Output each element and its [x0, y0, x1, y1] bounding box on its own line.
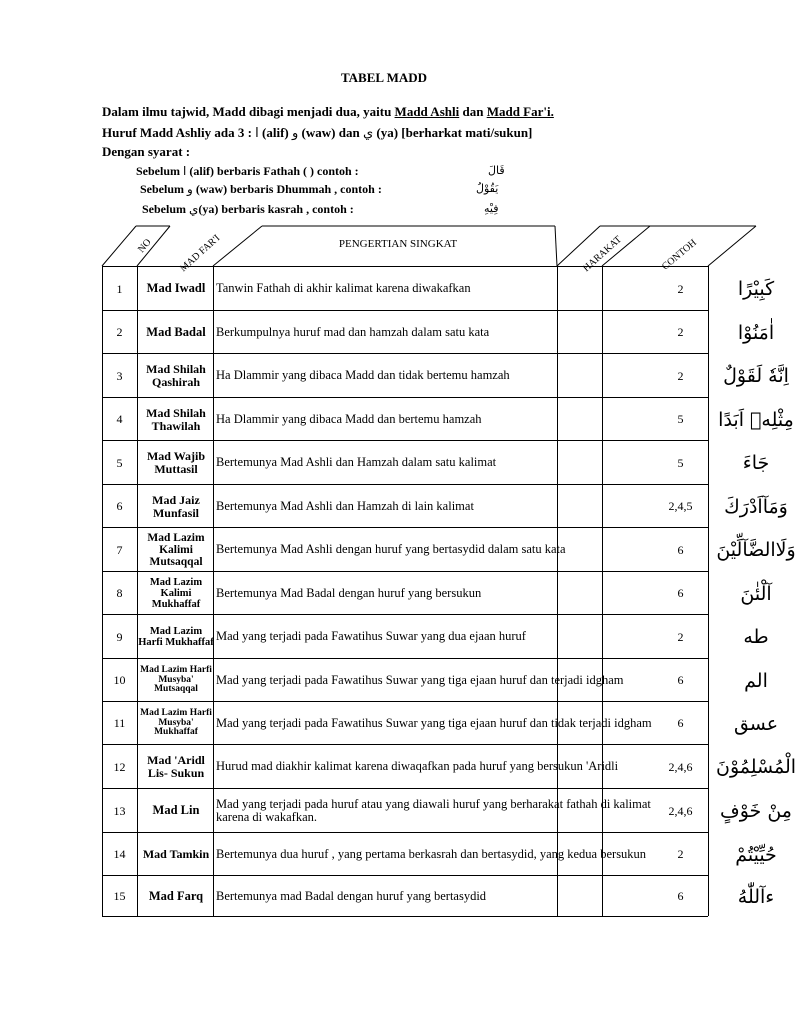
definition: Ha Dlammir yang dibaca Madd dan tidak bertemu hamzah — [216, 368, 510, 383]
waw-letter: و — [292, 126, 299, 141]
table-row — [102, 484, 788, 528]
table-border-right — [708, 266, 709, 916]
row-number: 2 — [116, 325, 123, 339]
definition: Ha Dlammir yang dibaca Madd dan bertemu hamzah — [216, 411, 482, 426]
table-border-bottom — [102, 916, 708, 917]
intro-text: dan — [459, 104, 487, 119]
row-number: 4 — [116, 412, 123, 426]
mad-name: Mad Lazim Harfi Musyba' Mutsaqqal — [140, 664, 212, 695]
condition-example: يَقُوْلُ — [476, 182, 499, 195]
mad-name: Mad Shilah Qashirah — [146, 362, 206, 389]
page-title: TABEL MADD — [340, 70, 428, 85]
table-row — [102, 658, 768, 702]
header-pengertian: PENGERTIAN SINGKAT — [338, 238, 458, 250]
mad-name: Mad Lazim Harfi Musyba' Mukhaffaf — [140, 707, 212, 738]
table-row — [102, 527, 796, 572]
row-number: 15 — [113, 889, 126, 903]
alif-letter: ا — [255, 126, 259, 141]
harakat-count: 6 — [677, 673, 684, 687]
arabic-example: مِثْلِهٖ اَبَدًا — [718, 408, 794, 431]
row-number: 7 — [116, 542, 123, 557]
arabic-example: الْمُسْلِمُوْنَ — [715, 756, 797, 778]
condition-alif — [136, 164, 359, 179]
harakat-count: 6 — [677, 586, 684, 600]
mad-name: Mad Lazim Harfi Mukhaffaf — [138, 625, 214, 648]
harakat-count: 2,4,5 — [668, 499, 693, 513]
table-row — [102, 875, 775, 917]
row-number: 14 — [113, 847, 126, 861]
arabic-example: حُيِّيْتُمْ — [735, 843, 777, 866]
definition: Bertemunya Mad Badal dengan huruf yang bersukun — [216, 585, 482, 600]
madd-ashli-term: Madd Ashli — [394, 104, 460, 119]
table-row — [102, 614, 769, 659]
harakat-count: 5 — [677, 412, 684, 426]
definition: Berkumpulnya huruf mad dan hamzah dalam satu kata — [216, 324, 490, 339]
arabic-example: عسق — [733, 712, 779, 735]
condition-letter: و — [187, 182, 193, 196]
definition: Bertemunya Mad Ashli dan Hamzah di lain kalimat — [216, 498, 474, 513]
harakat-count: 6 — [677, 716, 684, 730]
condition-ya — [142, 202, 354, 217]
column-divider — [602, 266, 603, 916]
condition-text: (alif) berbaris Fathah ( ) contoh : — [186, 164, 359, 178]
harakat-count: 2 — [677, 281, 684, 296]
condition-text: (ya) berbaris kasrah , contoh : — [198, 202, 354, 216]
mad-name: Mad Lin — [152, 803, 200, 818]
header-harakat: HARAKAT — [581, 234, 624, 275]
condition-text: Sebelum — [140, 182, 188, 196]
arabic-example: اٰمَنُوْا — [737, 321, 775, 344]
header-no: NO — [136, 236, 154, 256]
table-row — [102, 266, 775, 311]
row-number: 13 — [113, 803, 126, 818]
definition: Bertemunya Mad Ashli dengan huruf yang bertasydid dalam satu kata — [216, 542, 566, 557]
definition: Hurud mad diakhir kalimat karena diwaqafkan pada huruf yang bersukun 'Aridli — [216, 759, 619, 774]
harakat-count: 5 — [677, 455, 684, 470]
mad-name: Mad Shilah Thawilah — [146, 405, 206, 433]
table-row — [102, 397, 794, 441]
harakat-count: 2 — [677, 325, 684, 339]
table-row — [102, 571, 772, 615]
mad-name: Mad Iwadl — [146, 281, 206, 296]
mad-name: Mad Tamkin — [142, 847, 210, 862]
harakat-count: 2 — [677, 368, 684, 383]
arabic-example: مِنْ خَوْفٍ — [720, 800, 792, 822]
madd-fari-term: Madd Far'i. — [486, 104, 554, 119]
mad-name: Mad Farq — [148, 888, 204, 903]
harakat-count: 6 — [677, 542, 684, 557]
row-number: 10 — [113, 673, 126, 687]
intro-text: (waw) dan — [298, 125, 363, 140]
arabic-example: طه — [743, 626, 769, 648]
arabic-example: وَمَآاَدْرَكَ — [724, 495, 788, 518]
mad-name: Mad Jaiz Munfasil — [152, 492, 200, 520]
intro-text: Huruf Madd Ashliy ada 3 : — [102, 125, 256, 140]
mad-name: Mad Lazim Kalimi Mutsaqqal — [147, 531, 205, 569]
table-row — [102, 788, 792, 833]
harakat-count: 2 — [677, 629, 684, 644]
intro-line-2 — [102, 125, 532, 141]
row-number: 1 — [116, 281, 123, 296]
condition-text: (waw) berbaris Dhummah , contoh : — [192, 182, 382, 196]
intro-line-1 — [102, 104, 554, 120]
condition-waw — [140, 182, 382, 197]
mad-name: Mad Wajib Muttasil — [146, 449, 206, 476]
column-divider — [137, 266, 138, 916]
condition-text: Sebelum — [136, 164, 184, 178]
ya-letter: ي — [362, 126, 374, 141]
arabic-example: ءآللّٰهُ — [737, 885, 775, 908]
arabic-example: الم — [744, 669, 768, 692]
table-row — [102, 440, 770, 485]
arabic-example: كَبِيْرًا — [737, 278, 775, 300]
column-divider — [557, 266, 558, 916]
row-number: 11 — [113, 716, 126, 730]
definition: Mad yang terjadi pada Fawatihus Suwar yang tiga ejaan huruf dan terjadi idgham — [216, 672, 624, 687]
row-number: 9 — [116, 629, 123, 644]
table-border-left — [102, 266, 103, 916]
condition-example: فِيْهِ — [484, 202, 499, 215]
intro-line-3: Dengan syarat : — [102, 144, 191, 159]
header-mad-fari: MAD FAR'I — [178, 232, 223, 275]
intro-text: (ya) [berharkat mati/sukun] — [373, 125, 533, 140]
definition: Mad yang terjadi pada huruf atau yang diawali huruf yang berharakat fathah di kalimat karena di wakafkan. — [216, 796, 651, 824]
definition: Bertemunya Mad Ashli dan Hamzah dalam satu kalimat — [216, 455, 497, 470]
arabic-example: وَلَاالضَّآلِّيْنَ — [716, 539, 796, 561]
header-contoh: CONTOH — [660, 237, 699, 273]
arabic-example: آلْئٰنَ — [740, 582, 772, 605]
harakat-count: 2,4,6 — [668, 759, 693, 774]
condition-letter: ي — [189, 202, 199, 216]
condition-letter: ا — [183, 164, 187, 178]
column-divider — [213, 266, 214, 916]
table-row — [102, 832, 777, 876]
mad-name: Mad Badal — [146, 324, 206, 339]
definition: Tanwin Fathah di akhir kalimat karena diwakafkan — [216, 281, 471, 296]
definition: Bertemunya dua huruf , yang pertama berkasrah dan bertasydid, yang kedua bersukun — [216, 846, 647, 861]
row-number: 8 — [116, 586, 123, 600]
row-number: 5 — [116, 455, 123, 470]
mad-name: Mad Lazim Kalimi Mukhaffaf — [149, 576, 203, 610]
table-row — [102, 744, 797, 789]
harakat-count: 6 — [677, 889, 684, 903]
definition: Mad yang terjadi pada Fawatihus Suwar yang dua ejaan huruf — [216, 629, 526, 644]
table-row — [102, 701, 779, 745]
condition-example: قَالَ — [488, 164, 505, 177]
row-number: 12 — [113, 759, 126, 774]
row-number: 3 — [116, 368, 123, 383]
table-row — [102, 353, 789, 398]
table-row — [102, 310, 775, 354]
row-number: 6 — [116, 499, 123, 513]
mad-name: Mad 'Aridl Lis- Sukun — [147, 753, 205, 780]
intro-text: Dalam ilmu tajwid, Madd dibagi menjadi dua, yaitu — [102, 104, 395, 119]
definition: Bertemunya mad Badal dengan huruf yang bertasydid — [216, 888, 487, 903]
harakat-count: 2 — [677, 847, 684, 861]
definition: Mad yang terjadi pada Fawatihus Suwar yang tiga ejaan huruf dan tidak terjadi idgham — [216, 715, 652, 730]
condition-text: Sebelum — [142, 202, 190, 216]
arabic-example: اِنَّهٗ لَقَوْلٌ — [723, 365, 789, 387]
arabic-example: جَاءَ — [742, 452, 770, 474]
intro-text: (alif) — [258, 125, 292, 140]
harakat-count: 2,4,6 — [668, 803, 693, 818]
